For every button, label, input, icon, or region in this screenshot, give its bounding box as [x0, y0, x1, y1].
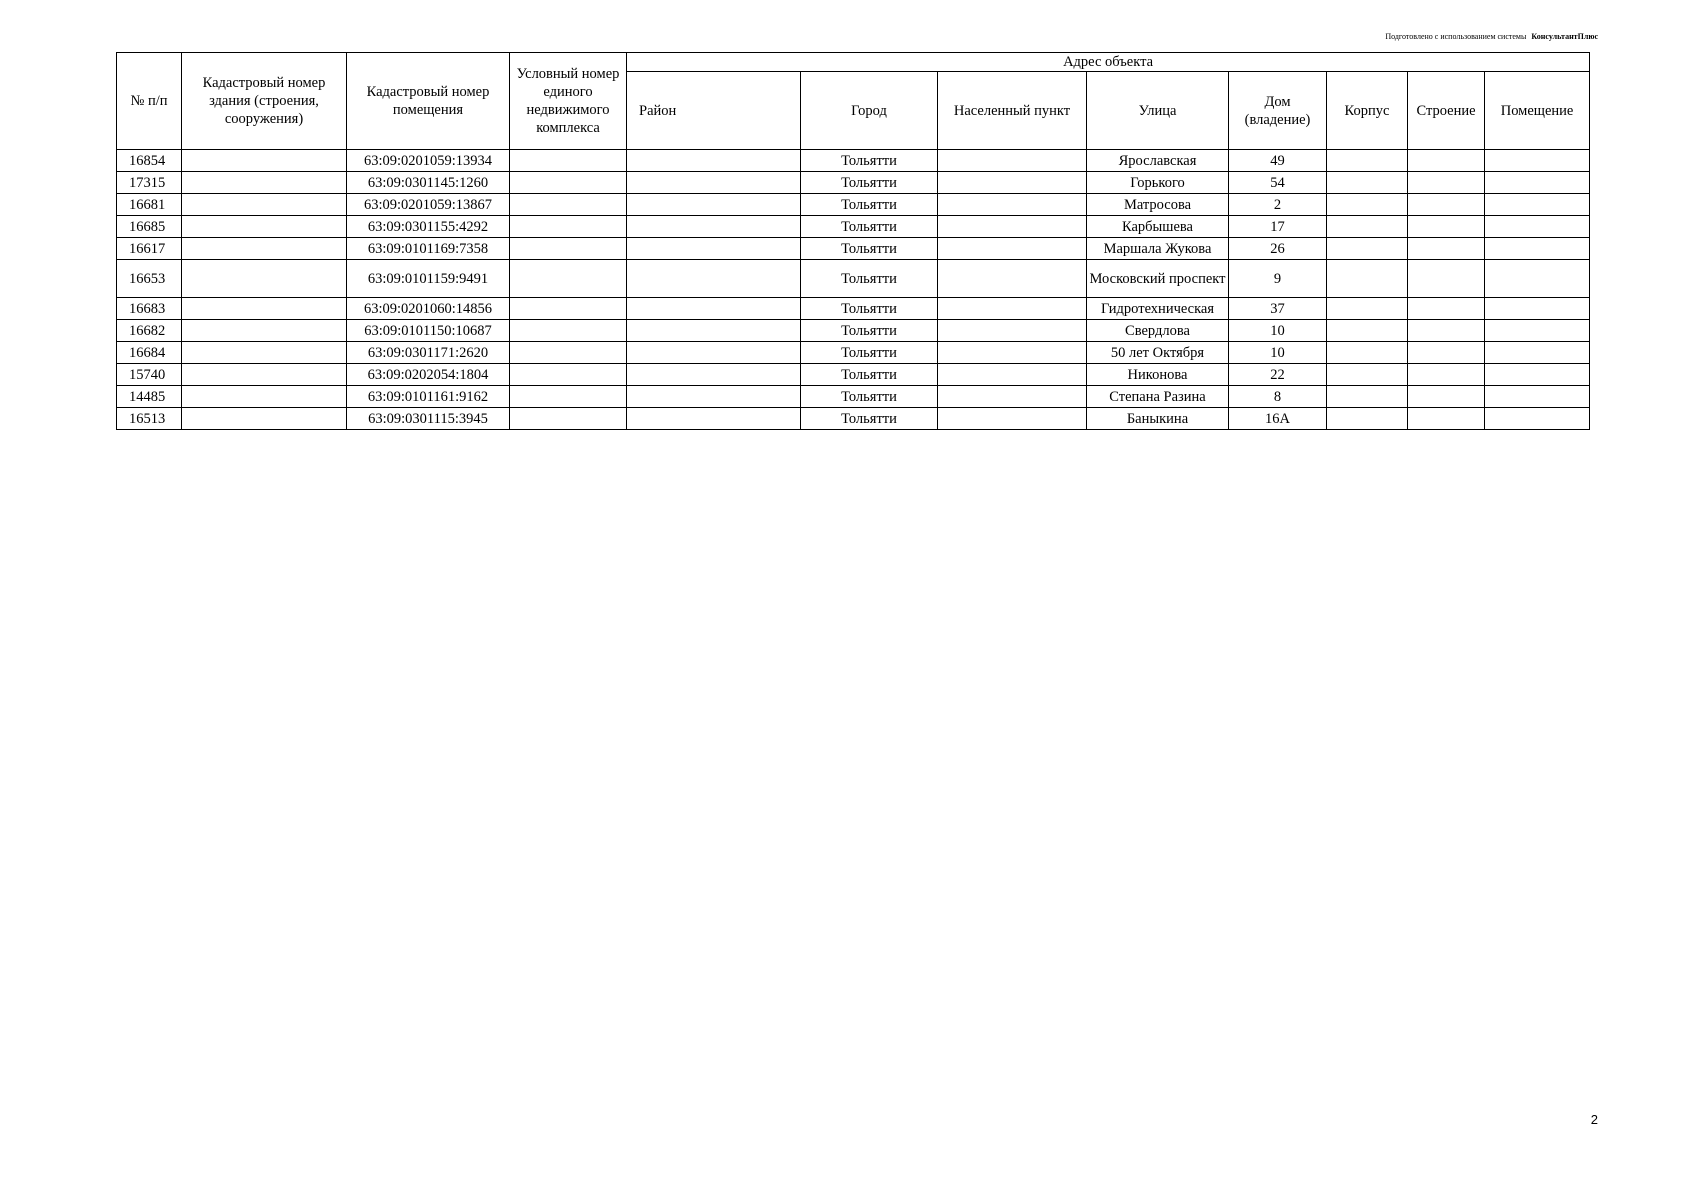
- cell-num: 16684: [117, 342, 182, 364]
- header-block: Корпус: [1327, 72, 1408, 150]
- table-row: [117, 342, 1590, 364]
- cell-house: 22: [1229, 364, 1327, 386]
- cell-complex-number: [510, 216, 627, 238]
- header-address-group: Адрес объекта: [627, 53, 1590, 72]
- cell-city: Тольятти: [801, 216, 938, 238]
- cell-building-cadastral: [182, 238, 347, 260]
- cell-city: Тольятти: [801, 172, 938, 194]
- cell-building: [1408, 216, 1485, 238]
- cell-block: [1327, 320, 1408, 342]
- cell-block: [1327, 172, 1408, 194]
- cell-street: Маршала Жукова: [1087, 238, 1229, 260]
- cell-block: [1327, 216, 1408, 238]
- cell-street: Ярославская: [1087, 150, 1229, 172]
- cell-num: 16683: [117, 298, 182, 320]
- header-house: Дом (владение): [1229, 72, 1327, 150]
- cell-building-cadastral: [182, 386, 347, 408]
- cell-block: [1327, 260, 1408, 298]
- cell-building: [1408, 194, 1485, 216]
- cell-city: Тольятти: [801, 260, 938, 298]
- table-row: [117, 238, 1590, 260]
- cell-complex-number: [510, 238, 627, 260]
- cell-premises: [1485, 408, 1590, 430]
- table-row: [117, 386, 1590, 408]
- page-number: 2: [1590, 1112, 1598, 1127]
- cell-premises-cadastral: 63:09:0301115:3945: [347, 408, 510, 430]
- cell-premises: [1485, 150, 1590, 172]
- cell-num: 16513: [117, 408, 182, 430]
- cell-block: [1327, 408, 1408, 430]
- cell-premises: [1485, 238, 1590, 260]
- table-row: [117, 320, 1590, 342]
- header-premises: Помещение: [1485, 72, 1590, 150]
- cell-district: [627, 238, 801, 260]
- brand-name: КонсультантПлюс: [1531, 32, 1598, 41]
- cell-complex-number: [510, 172, 627, 194]
- cell-building: [1408, 172, 1485, 194]
- cell-settlement: [938, 216, 1087, 238]
- cell-settlement: [938, 172, 1087, 194]
- cell-complex-number: [510, 342, 627, 364]
- cell-building: [1408, 386, 1485, 408]
- cell-building: [1408, 342, 1485, 364]
- header-district: Район: [627, 72, 801, 150]
- cell-complex-number: [510, 298, 627, 320]
- cell-num: 16682: [117, 320, 182, 342]
- cell-block: [1327, 194, 1408, 216]
- cell-premises: [1485, 298, 1590, 320]
- table-row: [117, 408, 1590, 430]
- cell-building-cadastral: [182, 216, 347, 238]
- objects-table: [116, 52, 1590, 430]
- cell-complex-number: [510, 194, 627, 216]
- cell-premises-cadastral: 63:09:0101161:9162: [347, 386, 510, 408]
- header-building: Строение: [1408, 72, 1485, 150]
- cell-building: [1408, 364, 1485, 386]
- cell-street: Гидротехническая: [1087, 298, 1229, 320]
- cell-num: 16617: [117, 238, 182, 260]
- header-num: № п/п: [117, 53, 182, 150]
- table-row: [117, 172, 1590, 194]
- cell-complex-number: [510, 386, 627, 408]
- header-settlement: Населенный пункт: [938, 72, 1087, 150]
- cell-building-cadastral: [182, 194, 347, 216]
- cell-house: 16А: [1229, 408, 1327, 430]
- cell-house: 37: [1229, 298, 1327, 320]
- cell-house: 10: [1229, 342, 1327, 364]
- cell-street: Карбышева: [1087, 216, 1229, 238]
- prepared-text: Подготовлено с использованием системы: [1385, 32, 1527, 41]
- cell-premises-cadastral: 63:09:0301145:1260: [347, 172, 510, 194]
- cell-street: Московский проспект: [1087, 260, 1229, 298]
- cell-premises: [1485, 216, 1590, 238]
- cell-street: Никонова: [1087, 364, 1229, 386]
- cell-premises: [1485, 386, 1590, 408]
- cell-block: [1327, 364, 1408, 386]
- cell-building-cadastral: [182, 172, 347, 194]
- cell-block: [1327, 238, 1408, 260]
- header-street: Улица: [1087, 72, 1229, 150]
- cell-premises: [1485, 172, 1590, 194]
- cell-premises: [1485, 194, 1590, 216]
- cell-num: 16681: [117, 194, 182, 216]
- cell-street: Горького: [1087, 172, 1229, 194]
- cell-building-cadastral: [182, 298, 347, 320]
- cell-house: 17: [1229, 216, 1327, 238]
- cell-settlement: [938, 364, 1087, 386]
- cell-complex-number: [510, 408, 627, 430]
- cell-district: [627, 194, 801, 216]
- cell-street: Матросова: [1087, 194, 1229, 216]
- cell-district: [627, 150, 801, 172]
- cell-district: [627, 408, 801, 430]
- table-row: [117, 150, 1590, 172]
- cell-city: Тольятти: [801, 238, 938, 260]
- cell-city: Тольятти: [801, 298, 938, 320]
- cell-city: Тольятти: [801, 386, 938, 408]
- cell-district: [627, 298, 801, 320]
- cell-settlement: [938, 298, 1087, 320]
- cell-complex-number: [510, 364, 627, 386]
- cell-house: 8: [1229, 386, 1327, 408]
- cell-building: [1408, 260, 1485, 298]
- cell-house: 9: [1229, 260, 1327, 298]
- table-row: [117, 260, 1590, 298]
- cell-building: [1408, 238, 1485, 260]
- header-city: Город: [801, 72, 938, 150]
- cell-block: [1327, 342, 1408, 364]
- cell-complex-number: [510, 320, 627, 342]
- cell-street: Баныкина: [1087, 408, 1229, 430]
- cell-building-cadastral: [182, 150, 347, 172]
- cell-district: [627, 386, 801, 408]
- page-header: [1385, 32, 1598, 41]
- cell-building: [1408, 320, 1485, 342]
- cell-premises-cadastral: 63:09:0101159:9491: [347, 260, 510, 298]
- cell-street: Свердлова: [1087, 320, 1229, 342]
- cell-city: Тольятти: [801, 194, 938, 216]
- cell-settlement: [938, 408, 1087, 430]
- cell-settlement: [938, 386, 1087, 408]
- cell-house: 10: [1229, 320, 1327, 342]
- cell-building-cadastral: [182, 408, 347, 430]
- cell-premises: [1485, 342, 1590, 364]
- cell-premises-cadastral: 63:09:0301171:2620: [347, 342, 510, 364]
- cell-building-cadastral: [182, 320, 347, 342]
- cell-district: [627, 364, 801, 386]
- cell-num: 16854: [117, 150, 182, 172]
- cell-block: [1327, 150, 1408, 172]
- cell-building-cadastral: [182, 342, 347, 364]
- cell-num: 17315: [117, 172, 182, 194]
- cell-premises-cadastral: 63:09:0301155:4292: [347, 216, 510, 238]
- cell-premises-cadastral: 63:09:0202054:1804: [347, 364, 510, 386]
- table-body: [117, 150, 1590, 430]
- cell-premises-cadastral: 63:09:0201059:13867: [347, 194, 510, 216]
- cell-street: Степана Разина: [1087, 386, 1229, 408]
- cell-num: 14485: [117, 386, 182, 408]
- cell-district: [627, 216, 801, 238]
- cell-num: 15740: [117, 364, 182, 386]
- cell-settlement: [938, 238, 1087, 260]
- cell-city: Тольятти: [801, 364, 938, 386]
- cell-district: [627, 260, 801, 298]
- table-row: [117, 194, 1590, 216]
- cell-num: 16653: [117, 260, 182, 298]
- table-row: [117, 216, 1590, 238]
- cell-settlement: [938, 342, 1087, 364]
- cell-district: [627, 172, 801, 194]
- cell-street: 50 лет Октября: [1087, 342, 1229, 364]
- cell-district: [627, 342, 801, 364]
- cell-building-cadastral: [182, 364, 347, 386]
- cell-block: [1327, 298, 1408, 320]
- cell-settlement: [938, 260, 1087, 298]
- cell-building: [1408, 408, 1485, 430]
- cell-city: Тольятти: [801, 408, 938, 430]
- cell-settlement: [938, 150, 1087, 172]
- cell-settlement: [938, 320, 1087, 342]
- header-building-cadastral: Кадастровый номер здания (строения, сооружения): [182, 53, 347, 150]
- cell-district: [627, 320, 801, 342]
- header-premises-cadastral: Кадастровый номер помещения: [347, 53, 510, 150]
- cell-complex-number: [510, 260, 627, 298]
- table-row: [117, 298, 1590, 320]
- table-row: [117, 364, 1590, 386]
- cell-city: Тольятти: [801, 150, 938, 172]
- cell-premises-cadastral: 63:09:0201060:14856: [347, 298, 510, 320]
- cell-city: Тольятти: [801, 320, 938, 342]
- cell-premises: [1485, 320, 1590, 342]
- cell-complex-number: [510, 150, 627, 172]
- cell-building: [1408, 298, 1485, 320]
- cell-house: 49: [1229, 150, 1327, 172]
- cell-premises-cadastral: 63:09:0101169:7358: [347, 238, 510, 260]
- cell-house: 2: [1229, 194, 1327, 216]
- cell-building: [1408, 150, 1485, 172]
- cell-premises-cadastral: 63:09:0201059:13934: [347, 150, 510, 172]
- cell-settlement: [938, 194, 1087, 216]
- cell-block: [1327, 386, 1408, 408]
- cell-premises: [1485, 260, 1590, 298]
- cell-premises-cadastral: 63:09:0101150:10687: [347, 320, 510, 342]
- cell-building-cadastral: [182, 260, 347, 298]
- cell-premises: [1485, 364, 1590, 386]
- cell-house: 54: [1229, 172, 1327, 194]
- cell-num: 16685: [117, 216, 182, 238]
- cell-city: Тольятти: [801, 342, 938, 364]
- cell-house: 26: [1229, 238, 1327, 260]
- header-complex-number: Условный номер единого недвижимого комплекса: [510, 53, 627, 150]
